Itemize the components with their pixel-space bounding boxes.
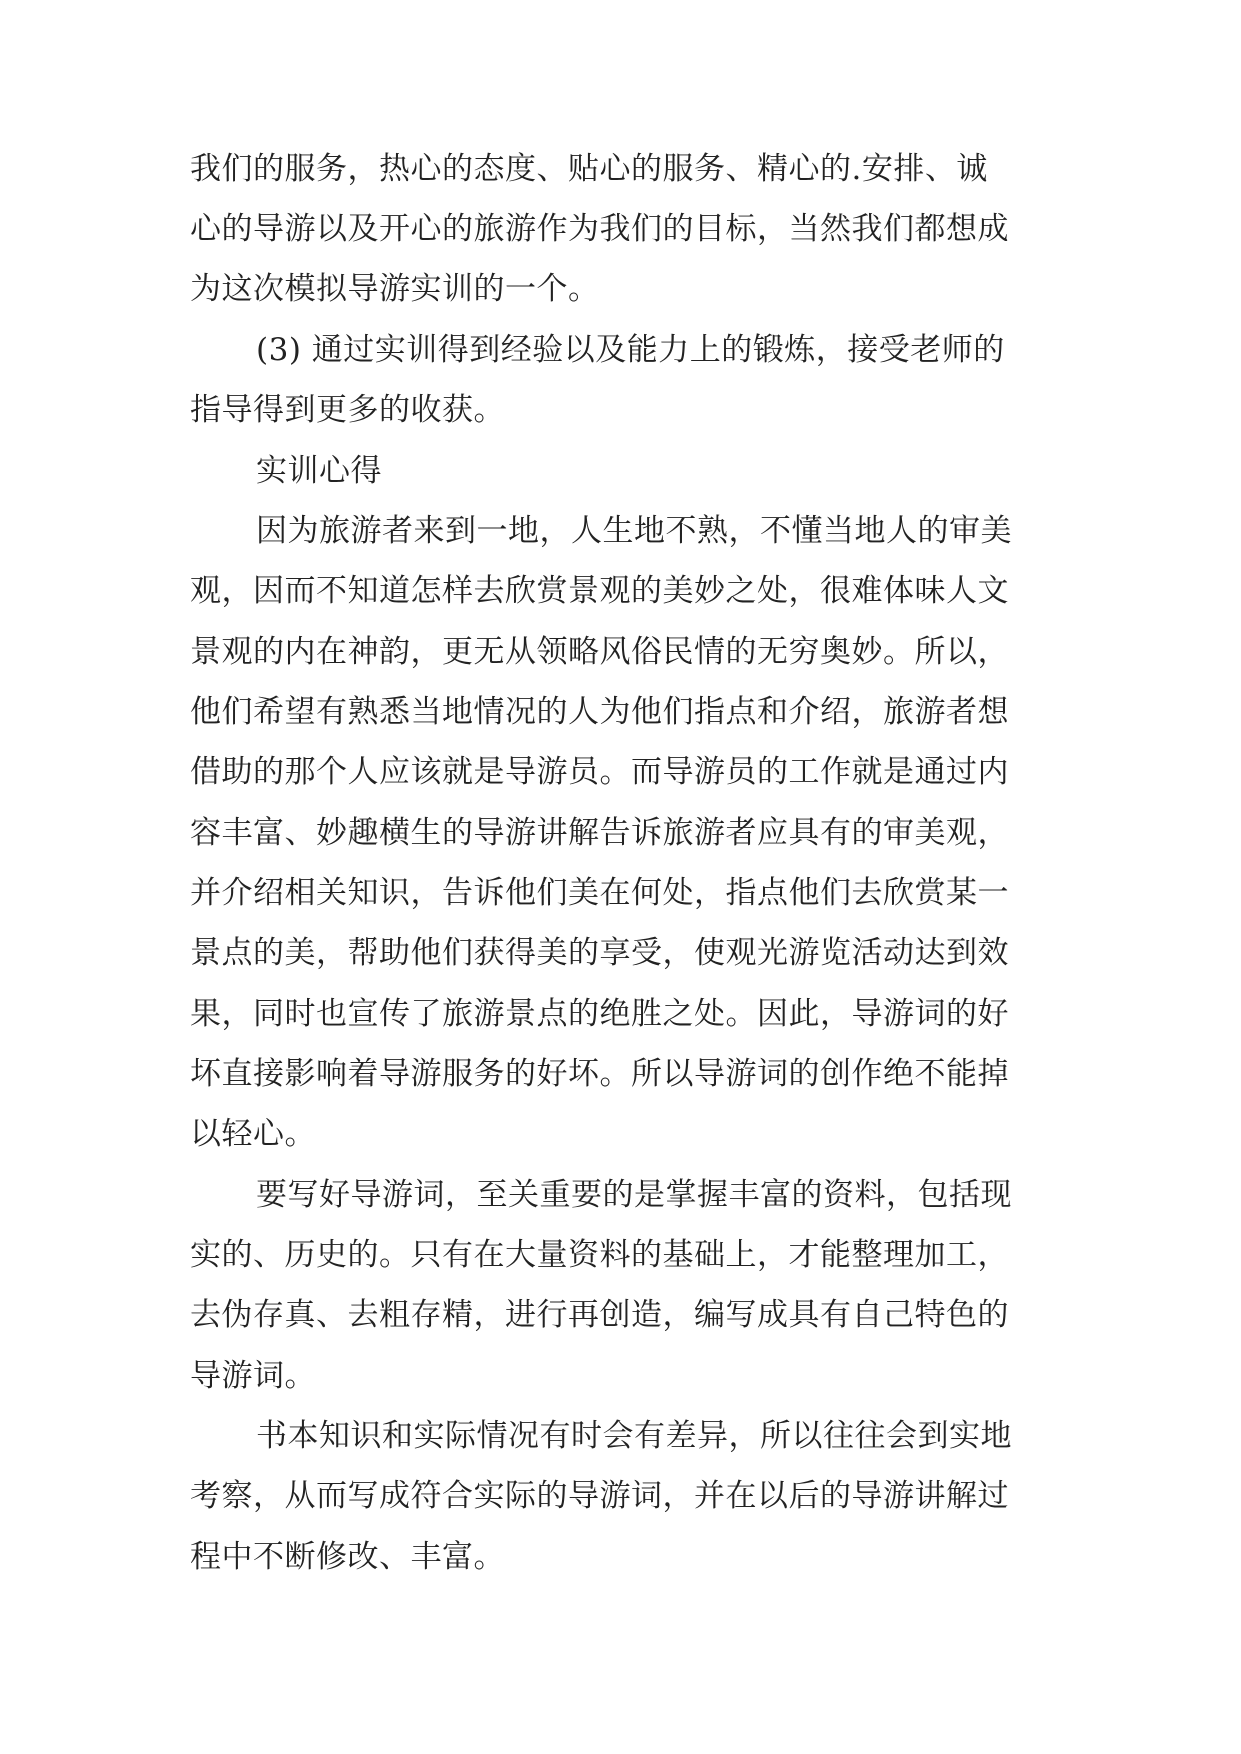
text-line: 我们的服务，热心的态度、贴心的服务、精心的.安排、诚 bbox=[190, 151, 988, 187]
text-line: (3) 通过实训得到经验以及能力上的锻炼，接受老师的 bbox=[256, 332, 1005, 368]
text-line: 容丰富、妙趣横生的导游讲解告诉旅游者应具有的审美观， bbox=[190, 815, 1009, 851]
text-line: 导游词。 bbox=[190, 1358, 316, 1394]
text-line: 他们希望有熟悉当地情况的人为他们指点和介绍，旅游者想 bbox=[190, 694, 1009, 730]
text-line: 景观的内在神韵，更无从领略风俗民情的无穷奥妙。所以， bbox=[190, 634, 1009, 670]
text-line: 书本知识和实际情况有时会有差异，所以往往会到实地 bbox=[256, 1418, 1012, 1454]
text-line: 因为旅游者来到一地，人生地不熟，不懂当地人的审美 bbox=[256, 513, 1012, 549]
text-line: 景点的美，帮助他们获得美的享受，使观光游览活动达到效 bbox=[190, 935, 1009, 971]
text-line: 考察，从而写成符合实际的导游词，并在以后的导游讲解过 bbox=[190, 1478, 1009, 1514]
text-line: 实的、历史的。只有在大量资料的基础上，才能整理加工， bbox=[190, 1237, 1009, 1273]
text-line: 坏直接影响着导游服务的好坏。所以导游词的创作绝不能掉 bbox=[190, 1056, 1009, 1092]
text-line: 借助的那个人应该就是导游员。而导游员的工作就是通过内 bbox=[190, 754, 1009, 790]
text-line: 观，因而不知道怎样去欣赏景观的美妙之处，很难体味人文 bbox=[190, 573, 1009, 609]
text-line: 心的导游以及开心的旅游作为我们的目标，当然我们都想成 bbox=[190, 211, 1009, 247]
text-line: 指导得到更多的收获。 bbox=[190, 392, 505, 428]
text-line: 要写好导游词，至关重要的是掌握丰富的资料，包括现 bbox=[256, 1177, 1012, 1213]
text-line: 程中不断修改、丰富。 bbox=[190, 1539, 505, 1575]
section-heading: 实训心得 bbox=[256, 453, 382, 489]
text-line: 为这次模拟导游实训的一个。 bbox=[190, 271, 600, 307]
text-line: 果，同时也宣传了旅游景点的绝胜之处。因此，导游词的好 bbox=[190, 996, 1009, 1032]
text-line: 以轻心。 bbox=[190, 1116, 316, 1152]
text-line: 去伪存真、去粗存精，进行再创造，编写成具有自己特色的 bbox=[190, 1297, 1009, 1333]
text-line: 并介绍相关知识，告诉他们美在何处，指点他们去欣赏某一 bbox=[190, 875, 1009, 911]
